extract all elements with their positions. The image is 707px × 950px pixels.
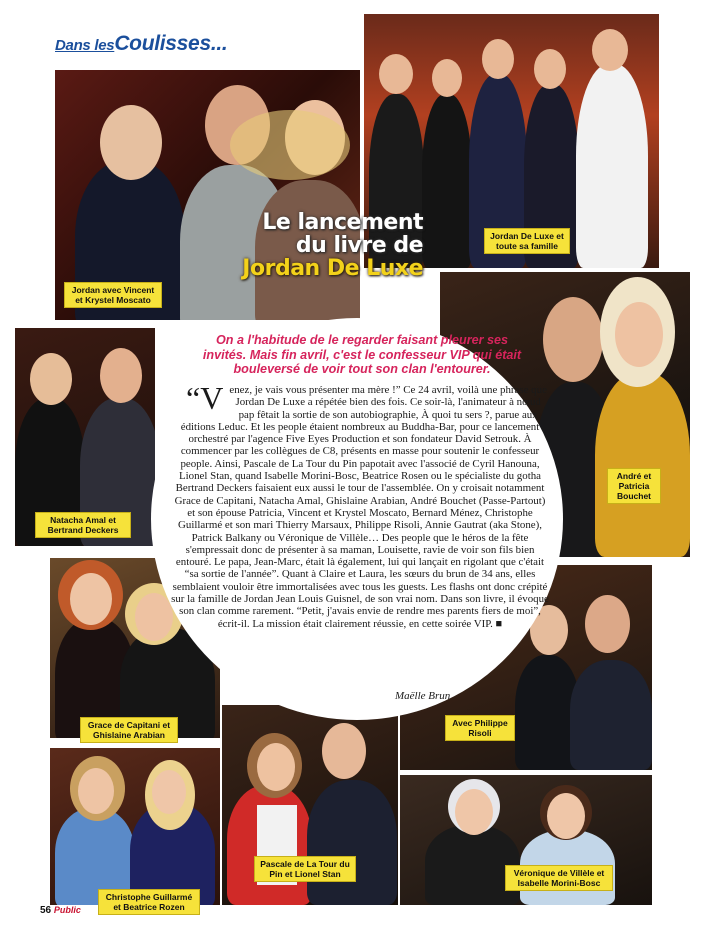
headline-line-1: Le lancement [262, 210, 423, 235]
caption-capitani-arabian: Grace de Capitani et Ghislaine Arabian [80, 717, 178, 743]
section-title [55, 32, 227, 56]
caption-jordan-moscato: Jordan avec Vincent et Krystel Moscato [64, 282, 162, 308]
caption-guillarme-rozen: Christophe Guillarmé et Beatrice Rozen [98, 889, 200, 915]
caption-risoli: Avec Philippe Risoli [445, 715, 515, 741]
article-body [170, 380, 550, 630]
section-name: Coulisses... [114, 32, 228, 55]
magazine-brand: Public [53, 905, 81, 915]
page-footer [40, 905, 81, 916]
caption-villele-morini-bosc: Véronique de Villèle et Isabelle Morini-Bosc [505, 865, 613, 891]
headline-line-2: du livre de [295, 233, 423, 258]
section-prefix: Dans les [55, 37, 115, 54]
headline [238, 211, 423, 280]
headline-line-3: Jordan De Luxe [242, 256, 423, 281]
page-number: 56 [40, 905, 52, 916]
article-text: enez, je vais vous présenter ma mère !” Ce 24 avril, voilà une phrase que Jordan De Luxe a répétée bien des fois. Ce soir-là, l'animateur à nœud pap fêtait la sortie de son autobiographie, À quoi tu sers ?, parue aux éditions Leduc. Et les people étaient nombreux au Buddha-Bar, pour ce lancement orchestré par l'agence Five Eyes Production et son fondateur David Setrouk. À commencer par les collègues de C8, présents en masse pour soutenir le confesseur people. Ainsi, Pascale de La Tour du Pin papotait avec l'associé de Cyril Hanouna, Lionel Stan, quand Isabelle Morini-Bosc, Beatrice Rosen ou le spécialiste du gotha Bertrand Deckers faisaient eux aussi le tour de l'assemblée. On y croisait notamment Grace de Capitani, Natacha Amal, Ghislaine Arabian, André Bouchet (Passe-Partout) et son épouse Patricia, Vincent et Krystel Moscato, Bernard Ménez, Christophe Guillarmé et son mari Thierry Marsaux, Philippe Risoli, Annie Gautrat (aka Stone), Patrick Balkany ou Véronique de Villèle… Des people que le héros de la fête s'empressait donc de présenter à sa maman, Louisette, ravie de voir son fils bien entouré. Le papa, Jean-Marc, était là également, lui qui lançait en rigolant que c'était “sa sortie de l'année”. Quant à Claire et Laura, les sœurs du brun de 34 ans, elles semblaient vouloir être immortalisées avec tous les guests. Les flashs ont donc crépité sur la famille de Jordan Jean Louis Guisnel, de son vrai nom. Dans son livre, il évoque son clan comme rarement. “Petit, j'avais envie de rendre mes parents fiers de moi”, écrit-il. La mission était clairement réussie, en cette soirée VIP. ■ [171, 384, 549, 630]
caption-latour-stan: Pascale de La Tour du Pin et Lionel Stan [254, 856, 356, 882]
caption-bouchet: André et Patricia Bouchet [607, 468, 661, 504]
article-intro: On a l'habitude de le regarder faisant pleurer ses invités. Mais fin avril, c'est le confesseur VIP qui était bouleversé de voir tout son clan l'entourer. [202, 333, 522, 376]
caption-amal-deckers: Natacha Amal et Bertrand Deckers [35, 512, 131, 538]
article-author: Maëlle Brun [395, 690, 451, 702]
article-dropcap: “V [186, 380, 224, 416]
photo-guillarme-rozen [50, 748, 220, 905]
caption-jordan-family: Jordan De Luxe et toute sa famille [484, 228, 570, 254]
